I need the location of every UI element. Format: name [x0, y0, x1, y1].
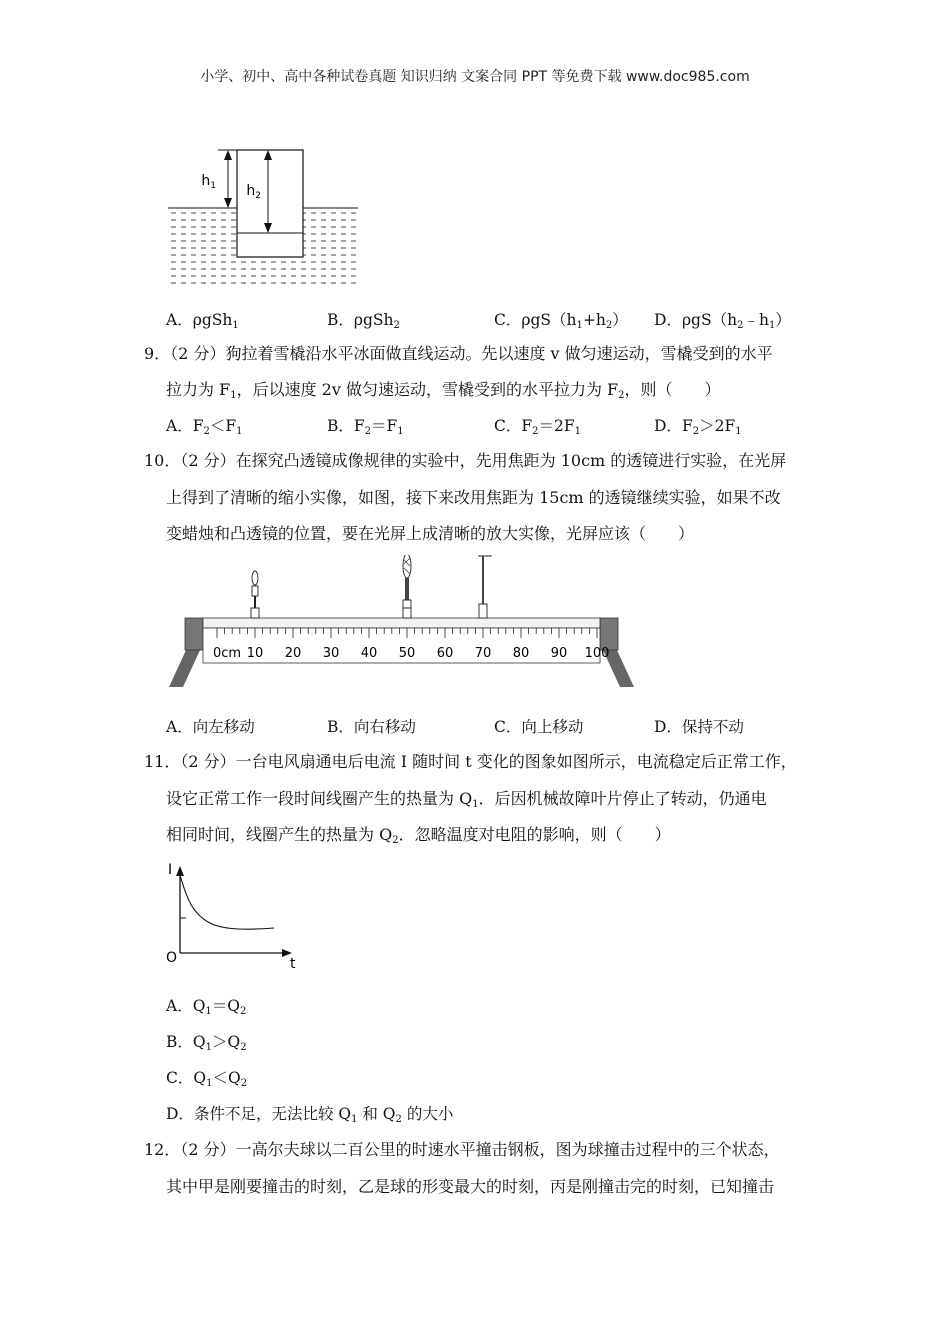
- q10-stem-line1: 10．（2 分）在探究凸透镜成像规律的实验中，先用焦距为 10cm 的透镜进行实验，在光屏: [144, 451, 787, 470]
- q8-option-d[interactable]: D．$\rho gS(h_2﹣h_1)$: [654, 311, 791, 331]
- q8-option-b[interactable]: B．ρgSh$_2$: [327, 311, 400, 331]
- q9-option-d[interactable]: D．$F_2>2F_1$: [654, 417, 742, 437]
- scale-tick-label: 60: [436, 646, 454, 661]
- scale-tick-label: 100: [584, 646, 610, 661]
- q11-stem-line2: 设它正常工作一段时间线圈产生的热量为 $Q_1$．后因机械故障叶片停止了转动，仍通电: [166, 789, 767, 810]
- light-screen: [479, 555, 491, 618]
- q8-option-a[interactable]: A．ρgSh$_1$: [166, 311, 239, 331]
- y-axis-label: I: [168, 862, 173, 878]
- figure-optical-bench: [165, 555, 640, 690]
- q9-option-a[interactable]: A．$F_2<F_1$: [166, 417, 243, 437]
- q10-option-a[interactable]: A．向左移动: [166, 718, 255, 736]
- q11-option-d[interactable]: D．条件不足，无法比较 $Q_1$ 和 $Q_2$ 的大小: [166, 1105, 454, 1125]
- q11-option-a[interactable]: A．$Q_1=Q_2$: [166, 997, 247, 1017]
- page-header: 小学、初中、高中各种试卷真题 知识归纳 文案合同 PPT 等免费下载 www.doc985.com: [200, 69, 750, 85]
- scale-tick-label: 90: [550, 646, 568, 661]
- q10-stem-line2: 上得到了清晰的缩小实像，如图，接下来改用焦距为 15cm 的透镜继续实验，如果不改: [166, 488, 781, 507]
- q9-stem-line2: 拉力为 $F_1$，后以速度 2v 做匀速运动，雪橇受到的水平拉力为 $F_2$，则（ ）: [166, 380, 721, 401]
- q9-option-b[interactable]: B．$F_2=F_1$: [327, 417, 404, 437]
- q12-stem-line1: 12．（2 分）一高尔夫球以二百公里的时速水平撞击钢板，图为球撞击过程中的三个状态，: [144, 1140, 780, 1159]
- scale-tick-label: 10: [246, 646, 264, 661]
- q11-stem-line1: 11．（2 分）一台电风扇通电后电流 I 随时间 t 变化的图象如图所示，电流稳定后正常工作，: [144, 752, 797, 771]
- q9-option-c[interactable]: C．$F_2=2F_1$: [494, 417, 582, 437]
- h1-label: $h_1$: [201, 173, 216, 191]
- scale-tick-label: 20: [284, 646, 302, 661]
- origin-label: O: [166, 950, 178, 966]
- scale-tick-label: 80: [512, 646, 530, 661]
- candle: [251, 571, 259, 618]
- q10-option-c[interactable]: C．向上移动: [494, 718, 584, 736]
- convex-lens: [403, 555, 411, 618]
- figure-block-in-liquid: [160, 140, 370, 290]
- current-curve: [180, 875, 274, 929]
- figure-current-time-graph: [160, 860, 305, 972]
- scale-tick-label: 50: [398, 646, 416, 661]
- bench-leg-left: [169, 648, 201, 687]
- q11-stem-line3: 相同时间，线圈产生的热量为 $Q_2$．忽略温度对电阻的影响，则（ ）: [166, 825, 671, 846]
- scale-tick-label: 0cm: [213, 646, 242, 661]
- h2-label: $h_2$: [246, 183, 261, 201]
- scale-tick-label: 40: [360, 646, 378, 661]
- bench-end-left: [185, 618, 203, 650]
- q9-stem-line1: 9．（2 分）狗拉着雪橇沿水平冰面做直线运动。先以速度 v 做匀速运动，雪橇受到的水平: [144, 344, 773, 363]
- q8-option-c[interactable]: C．$\rho gS(h_1+h_2)$: [494, 311, 628, 331]
- q10-option-d[interactable]: D．保持不动: [654, 718, 744, 736]
- q12-stem-line2: 其中甲是刚要撞击的时刻，乙是球的形变最大的时刻，丙是刚撞击完的时刻，已知撞击: [166, 1177, 775, 1196]
- x-axis-label: t: [290, 956, 296, 972]
- q11-option-b[interactable]: B．$Q_1>Q_2$: [166, 1033, 247, 1053]
- q11-option-c[interactable]: C．$Q_1<Q_2$: [166, 1069, 248, 1089]
- q10-option-b[interactable]: B．向右移动: [327, 718, 416, 736]
- bench-rail: [203, 618, 600, 628]
- q10-stem-line3: 变蜡烛和凸透镜的位置，要在光屏上成清晰的放大实像，光屏应该（ ）: [166, 524, 695, 543]
- scale-tick-label: 30: [322, 646, 340, 661]
- block: [237, 150, 303, 257]
- scale-tick-label: 70: [474, 646, 492, 661]
